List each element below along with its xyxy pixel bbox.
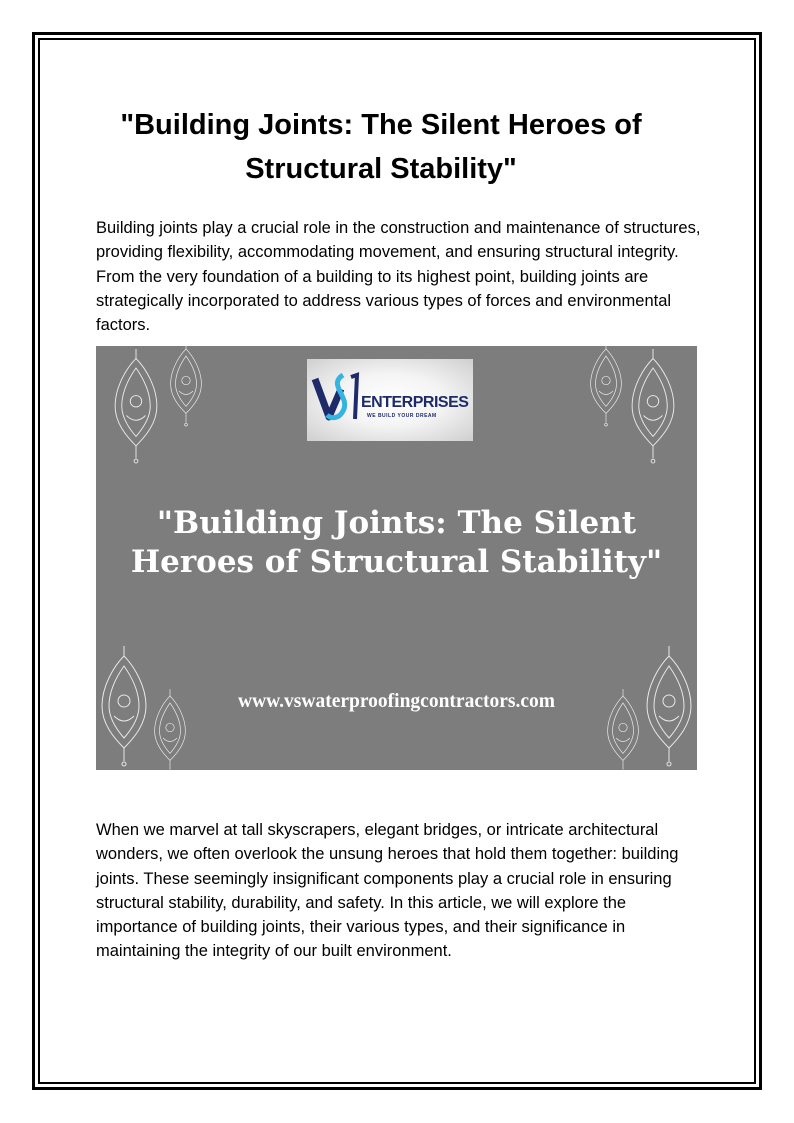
logo-wordmark: ENTERPRISES — [361, 394, 469, 411]
lantern-ornament — [632, 349, 674, 463]
lantern-ornament — [171, 346, 202, 426]
banner-url: www.vswaterproofingcontractors.com — [238, 691, 555, 712]
lantern-ornament — [115, 349, 157, 463]
logo-tagline: WE BUILD YOUR DREAM — [367, 413, 437, 419]
banner-image — [96, 346, 697, 770]
banner-title: "Building Joints: The Silent Heroes of Structural Stability" — [130, 505, 663, 580]
lantern-ornament — [591, 346, 622, 426]
company-logo — [307, 359, 473, 441]
intro-paragraph: Building joints play a crucial role in the construction and maintenance of structures, providing flexibility, accommodating movement, and ensuring structural integrity. From the very foundation of a building to its highest point, building joints are strategically incorporated to address various types of forces and environmental factors. — [96, 219, 701, 335]
body-paragraph: When we marvel at tall skyscrapers, elegant bridges, or intricate architectural wonders, we often overlook the unsung heroes that hold them together: building joints. These seemingly insignificant components play a crucial role in ensuring structural stability, durability, and safety. In this article, we will explore the importance of building joints, their various types, and their significance in maintaining the integrity of our built environment. — [96, 821, 679, 961]
document-title: "Building Joints: The Silent Heroes of Structural Stability" — [120, 109, 642, 185]
